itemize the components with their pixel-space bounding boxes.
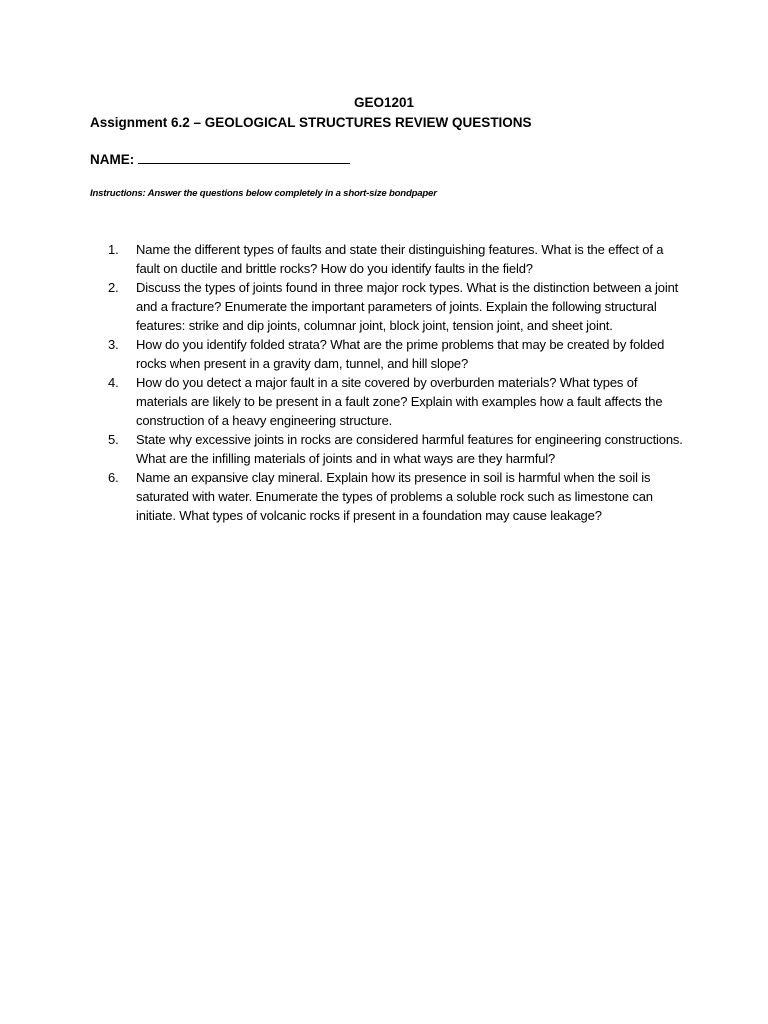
question-text: Discuss the types of joints found in three major rock types. What is the distinction between a joint and a fracture? Enumerate the important parameters of joints. Explain the following structural features: strike and dip joints, columnar joint, block joint, tension joint, and sheet joint. <box>136 280 679 333</box>
question-number: 5. <box>108 432 119 447</box>
question-item <box>108 430 688 468</box>
name-blank-underline <box>138 150 350 164</box>
question-number: 2. <box>108 280 119 295</box>
question-number: 3. <box>108 337 119 352</box>
name-label: NAME: <box>90 152 135 167</box>
question-text: State why excessive joints in rocks are considered harmful features for engineering constructions. What are the infilling materials of joints and in what ways are they harmful? <box>136 432 683 466</box>
question-text: Name an expansive clay mineral. Explain how its presence in soil is harmful when the soil is saturated with water. Enumerate the types of problems a soluble rock such as limestone can initiate. What types of volcanic rocks if present in a foundation may cause leakage? <box>136 470 653 523</box>
question-number: 6. <box>108 470 119 485</box>
question-text: How do you identify folded strata? What are the prime problems that may be created by folded rocks when present in a gravity dam, tunnel, and hill slope? <box>136 337 665 371</box>
question-item <box>108 373 688 430</box>
question-text: How do you detect a major fault in a site covered by overburden materials? What types of materials are likely to be present in a fault zone? Explain with examples how a fault affects the construction of a heavy engineering structure. <box>136 375 663 428</box>
assignment-title: Assignment 6.2 – GEOLOGICAL STRUCTURES REVIEW QUESTIONS <box>90 115 532 130</box>
name-field-line <box>90 150 350 169</box>
question-number: 4. <box>108 375 119 390</box>
question-item <box>108 240 688 278</box>
question-item <box>108 335 688 373</box>
question-item <box>108 278 688 335</box>
course-code: GEO1201 <box>353 95 415 110</box>
question-text: Name the different types of faults and state their distinguishing features. What is the effect of a fault on ductile and brittle rocks? How do you identify faults in the field? <box>136 242 664 276</box>
instructions-text: Instructions: Answer the questions below completely in a short-size bondpaper <box>90 188 437 199</box>
questions-list <box>108 240 688 525</box>
question-number: 1. <box>108 242 119 257</box>
question-item <box>108 468 688 525</box>
